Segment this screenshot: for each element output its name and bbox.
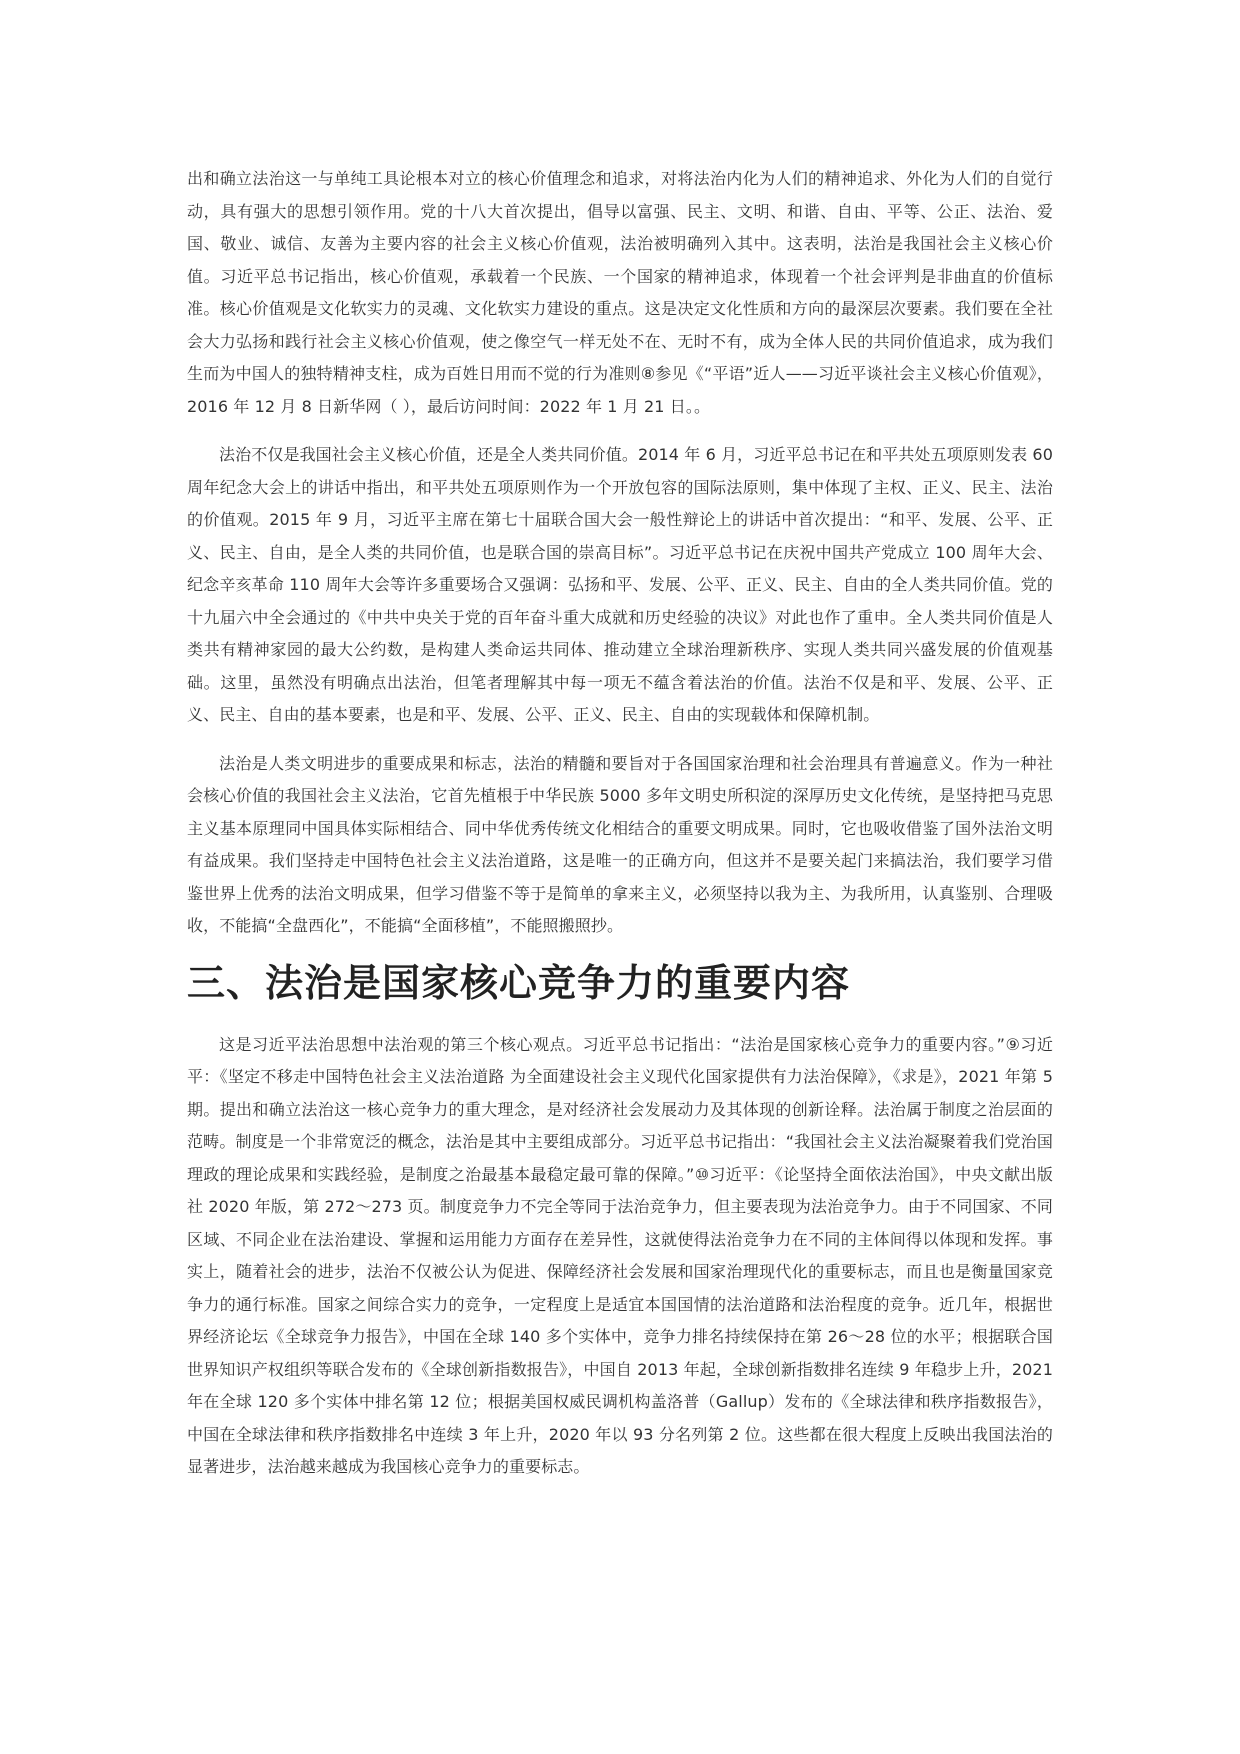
- body-paragraph: 这是习近平法治思想中法治观的第三个核心观点。习近平总书记指出：“法治是国家核心竞争力的重要内容。”⑨习近平：《坚定不移走中国特色社会主义法治道路 为全面建设社会主义现代化国家提供有力法治保障》，《求是》，2021 年第 5 期。提出和确立法治这一核心竞争力的重大理念，是对经济社会发展动力及其体现的创新诠释。法治属于制度之治层面的范畴。制度是一个非常宽泛的概念，法治是其中主要组成部分。习近平总书记指出：“我国社会主义法治凝聚着我们党治国理政的理论成果和实践经验，是制度之治最基本最稳定最可靠的保障。”⑩习近平：《论坚持全面依法治国》，中央文献出版社 2020 年版，第 272～273 页。制度竞争力不完全等同于法治竞争力，但主要表现为法治竞争力。由于不同国家、不同区域、不同企业在法治建设、掌握和运用能力方面存在差异性，这就使得法治竞争力在不同的主体间得以体现和发挥。事实上，随着社会的进步，法治不仅被公认为促进、保障经济社会发展和国家治理现代化的重要标志，而且也是衡量国家竞争力的通行标准。国家之间综合实力的竞争，一定程度上是适宜本国国情的法治道路和法治程度的竞争。近几年，根据世界经济论坛《全球竞争力报告》，中国在全球 140 多个实体中，竞争力排名持续保持在第 26～28 位的水平；根据联合国世界知识产权组织等联合发布的《全球创新指数报告》，中国自 2013 年起，全球创新指数排名连续 9 年稳步上升，2021 年在全球 120 多个实体中排名第 12 位；根据美国权威民调机构盖洛普（Gallup）发布的《全球法律和秩序指数报告》，中国在全球法律和秩序指数排名中连续 3 年上升，2020 年以 93 分名列第 2 位。这些都在很大程度上反映出我国法治的显著进步，法治越来越成为我国核心竞争力的重要标志。: [187, 1034, 1053, 1476]
- body-paragraph: 法治是人类文明进步的重要成果和标志，法治的精髓和要旨对于各国国家治理和社会治理具有普遍意义。作为一种社会核心价值的我国社会主义法治，它首先植根于中华民族 5000 多年文明史所积淀的深厚历史文化传统，是坚持把马克思主义基本原理同中国具体实际相结合、同中华优秀传统文化相结合的重要文明成果。同时，它也吸收借鉴了国外法治文明有益成果。我们坚持走中国特色社会主义法治道路，这是唯一的正确方向，但这并不是要关起门来搞法治，我们要学习借鉴世界上优秀的法治文明成果，但学习借鉴不等于是简单的拿来主义，必须坚持以我为主、为我所用，认真鉴别、合理吸收，不能搞“全盘西化”，不能搞“全面移植”，不能照搬照抄。: [187, 753, 1053, 935]
- section-heading: 三、法治是国家核心竞争力的重要内容: [187, 960, 851, 1005]
- document-body: [187, 163, 1053, 1484]
- body-paragraph: 出和确立法治这一与单纯工具论根本对立的核心价值理念和追求，对将法治内化为人们的精神追求、外化为人们的自觉行动，具有强大的思想引领作用。党的十八大首次提出，倡导以富强、民主、文明、和谐、自由、平等、公正、法治、爱国、敬业、诚信、友善为主要内容的社会主义核心价值观，法治被明确列入其中。这表明，法治是我国社会主义核心价值。习近平总书记指出，核心价值观，承载着一个民族、一个国家的精神追求，体现着一个社会评判是非曲直的价值标准。核心价值观是文化软实力的灵魂、文化软实力建设的重点。这是决定文化性质和方向的最深层次要素。我们要在全社会大力弘扬和践行社会主义核心价值观，使之像空气一样无处不在、无时不有，成为全体人民的共同价值追求，成为我们生而为中国人的独特精神支柱，成为百姓日用而不觉的行为准则⑧参见《“平语”近人——习近平谈社会主义核心价值观》，2016 年 12 月 8 日新华网（ ），最后访问时间：2022 年 1 月 21 日。。: [187, 169, 1053, 416]
- body-paragraph: 法治不仅是我国社会主义核心价值，还是全人类共同价值。2014 年 6 月，习近平总书记在和平共处五项原则发表 60 周年纪念大会上的讲话中指出，和平共处五项原则作为一个开放包容的国际法原则，集中体现了主权、正义、民主、法治的价值观。2015 年 9 月，习近平主席在第七十届联合国大会一般性辩论上的讲话中首次提出：“和平、发展、公平、正义、民主、自由，是全人类的共同价值，也是联合国的崇高目标”。习近平总书记在庆祝中国共产党成立 100 周年大会、纪念辛亥革命 110 周年大会等许多重要场合又强调：弘扬和平、发展、公平、正义、民主、自由的全人类共同价值。党的十九届六中全会通过的《中共中央关于党的百年奋斗重大成就和历史经验的决议》对此也作了重申。全人类共同价值是人类共有精神家园的最大公约数，是构建人类命运共同体、推动建立全球治理新秩序、实现人类共同兴盛发展的价值观基础。这里，虽然没有明确点出法治，但笔者理解其中每一项无不蕴含着法治的价值。法治不仅是和平、发展、公平、正义、民主、自由的基本要素，也是和平、发展、公平、正义、民主、自由的实现载体和保障机制。: [187, 445, 1053, 724]
